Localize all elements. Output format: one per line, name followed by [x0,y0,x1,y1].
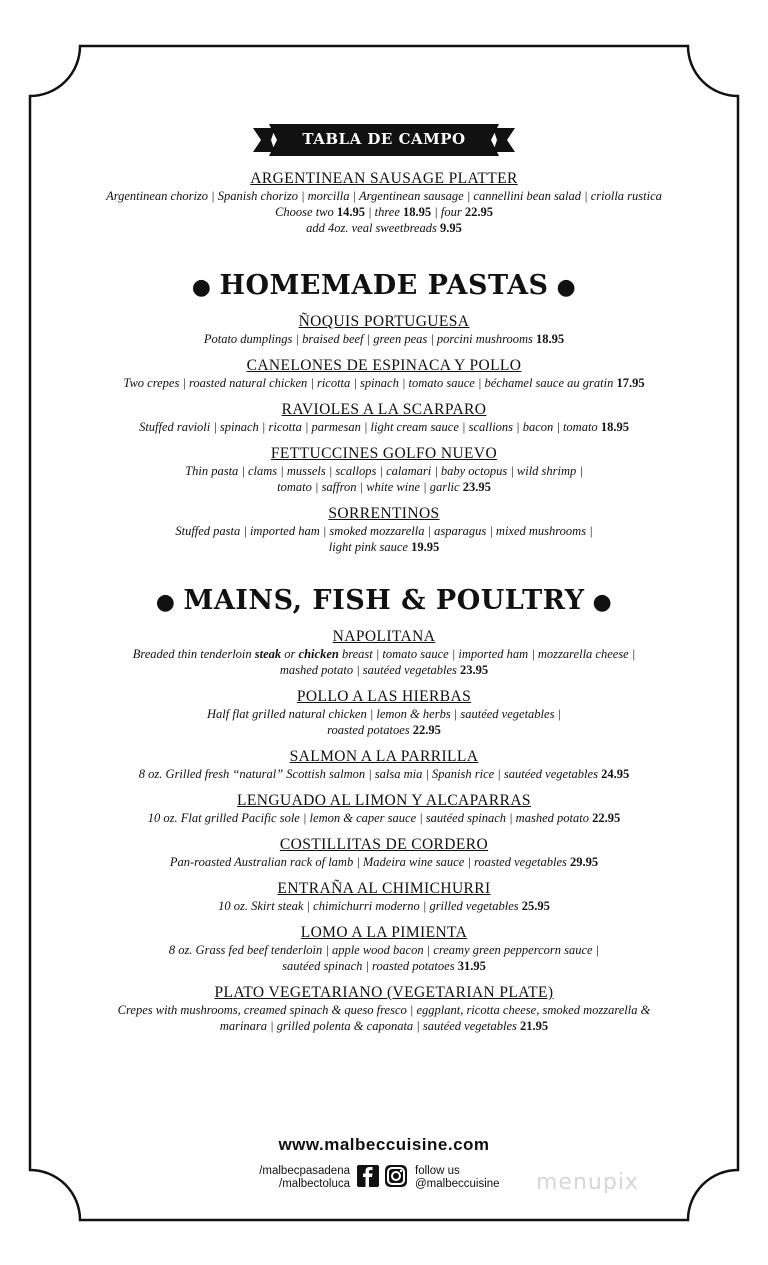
facebook-icon[interactable] [357,1165,379,1187]
item-description: Stuffed pasta | imported ham | smoked mozzarella | asparagus | mixed mushrooms | [175,524,593,538]
menu-item [40,357,728,391]
price-four: 22.95 [464,205,493,219]
item-description-line2: light pink sauce 19.95 [328,540,440,554]
homemade-pastas-heading: ● HOMEMADE PASTAS ● [191,270,577,301]
item-name: RAVIOLES A LA SCARPARO [281,401,487,418]
menu-item [40,748,728,782]
tabla-de-campo-banner [253,124,515,156]
item-price: 18.95 [600,420,629,434]
item-description: 8 oz. Grass fed beef tenderloin | apple wood bacon | creamy green peppercorn sauce | [168,943,600,957]
item-description-line2: marinara | grilled polenta & caponata | sautéed vegetables 21.95 [219,1019,549,1033]
menu-content [40,118,728,1044]
item-addon: add 4oz. veal sweetbreads 9.95 [306,221,462,235]
price-three: 18.95 [403,205,432,219]
bullet-icon: ● [191,273,212,300]
menu-item [40,688,728,738]
item-description: 10 oz. Skirt steak | chimichurri moderno | grilled vegetables 25.95 [218,899,550,913]
item-price: 23.95 [462,480,491,494]
price-two: 14.95 [336,205,365,219]
menu-item [40,505,728,555]
item-price: 19.95 [411,540,440,554]
item-price: 22.95 [592,811,621,825]
instagram-icon[interactable] [385,1165,407,1187]
item-name: ARGENTINEAN SAUSAGE PLATTER [250,170,518,187]
item-price: 24.95 [601,767,630,781]
menu-item [40,984,728,1034]
item-description-line2: tomato | saffron | white wine | garlic 23.95 [277,480,491,494]
mains-heading: ● MAINS, FISH & POULTRY ● [155,585,613,616]
facebook-handles [259,1165,350,1191]
menu-item [40,836,728,870]
item-description: Breaded thin tenderloin steak or chicken breast | tomato sauce | imported ham | mozzarella cheese | [132,647,636,661]
sausage-platter-item [40,170,728,236]
item-price: 31.95 [457,959,486,973]
handle-toluca[interactable]: /malbectoluca [279,1178,350,1190]
item-description: Two crepes | roasted natural chicken | ricotta | spinach | tomato sauce | béchamel sauce au gratin 17.95 [123,376,645,390]
item-description-line2: sautéed spinach | roasted potatoes 31.95 [282,959,486,973]
item-name: PLATO VEGETARIANO (VEGETARIAN PLATE) [214,984,554,1001]
item-price: 23.95 [460,663,489,677]
item-description: Potato dumplings | braised beef | green peas | porcini mushrooms 18.95 [203,332,565,346]
item-description: Crepes with mushrooms, creamed spinach & queso fresco | eggplant, ricotta cheese, smoked mozzarella & [117,1003,651,1017]
mains-list [40,688,728,1034]
item-description: Pan-roasted Australian rack of lamb | Madeira wine sauce | roasted vegetables 29.95 [169,855,599,869]
menu-item [40,792,728,826]
napolitana-item [40,628,728,678]
menu-item [40,401,728,435]
item-price: 17.95 [616,376,645,390]
menu-item [40,445,728,495]
pasta-list [40,313,728,555]
item-price: 22.95 [412,723,441,737]
item-name: ENTRAÑA AL CHIMICHURRI [277,880,491,897]
item-description-line2: roasted potatoes 22.95 [327,723,441,737]
bullet-icon: ● [592,588,613,615]
item-name: CANELONES DE ESPINACA Y POLLO [246,357,522,374]
menu-item [40,880,728,914]
item-name: POLLO A LAS HIERBAS [296,688,472,705]
item-description: Argentinean chorizo | Spanish chorizo | morcilla | Argentinean sausage | cannellini bean salad | criolla rustica [106,189,662,203]
item-description: Half flat grilled natural chicken | lemon & herbs | sautéed vegetables | [207,707,561,721]
item-pricing-options: Choose two 14.95 | three 18.95 | four 22.95 [275,205,493,219]
menu-item [40,924,728,974]
follow-label: follow us [415,1165,460,1177]
item-description: 8 oz. Grilled fresh “natural” Scottish salmon | salsa mia | Spanish rice | sautéed vegetables 24.95 [138,767,630,781]
banner-title: TABLA DE CAMPO [302,130,466,148]
handle-pasadena[interactable]: /malbecpasadena [259,1165,350,1177]
item-name: LOMO A LA PIMIENTA [300,924,468,941]
item-description: Thin pasta | clams | mussels | scallops | calamari | baby octopus | wild shrimp | [185,464,583,478]
item-description: 10 oz. Flat grilled Pacific sole | lemon & caper sauce | sautéed spinach | mashed potato 22.95 [147,811,621,825]
item-name: SALMON A LA PARRILLA [289,748,479,765]
item-price: 25.95 [521,899,550,913]
item-price: 18.95 [536,332,565,346]
item-price: 29.95 [569,855,599,869]
item-description: Stuffed ravioli | spinach | ricotta | parmesan | light cream sauce | scallions | bacon | tomato 18.95 [139,420,629,434]
item-name: ÑOQUIS PORTUGUESA [298,313,470,330]
item-name: NAPOLITANA [332,628,436,645]
menupix-watermark: menupix [536,1170,639,1195]
item-description-line2: mashed potato | sautéed vegetables 23.95 [279,663,489,677]
bullet-icon: ● [556,273,577,300]
item-name: LENGUADO AL LIMON Y ALCAPARRAS [237,792,531,809]
item-name: SORRENTINOS [328,505,440,522]
menu-item [40,313,728,347]
bullet-icon: ● [155,588,176,615]
addon-price: 9.95 [440,221,462,235]
instagram-follow [415,1165,500,1191]
website-link[interactable]: www.malbeccuisine.com [278,1135,490,1154]
instagram-handle[interactable]: @malbeccuisine [415,1178,500,1190]
item-price: 21.95 [520,1019,549,1033]
item-name: FETTUCCINES GOLFO NUEVO [270,445,498,462]
item-name: COSTILLITAS DE CORDERO [279,836,489,853]
